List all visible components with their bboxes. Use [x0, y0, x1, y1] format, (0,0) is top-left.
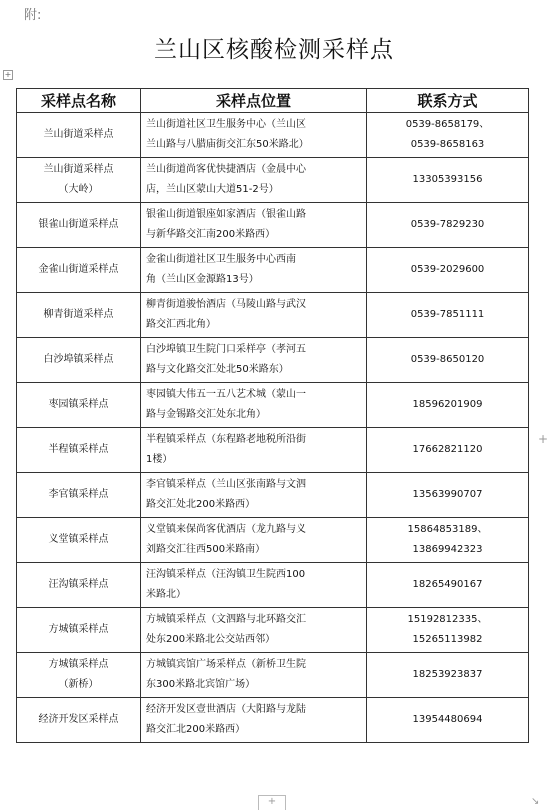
sampling-point-name-cell [17, 563, 141, 608]
sampling-point-phone-cell [367, 473, 529, 518]
table-header-row [17, 89, 529, 113]
sampling-point-location: 义堂镇来保尚客优酒店（龙九路与义 [146, 524, 306, 535]
sampling-points-table [16, 88, 529, 743]
sampling-point-location-cell [141, 518, 367, 563]
column-header-name: 采样点名称 [17, 89, 141, 113]
sampling-point-location-cell [141, 158, 367, 203]
table-row [17, 113, 529, 158]
sampling-point-location: 兰山街道社区卫生服务中心（兰山区 [146, 119, 306, 130]
sampling-point-phone-cell [367, 563, 529, 608]
table-row [17, 608, 529, 653]
sampling-point-name: （新桥） [58, 679, 99, 690]
table-row [17, 518, 529, 563]
sampling-point-phone-cell [367, 158, 529, 203]
sampling-point-name-cell [17, 653, 141, 698]
sampling-point-location-cell [141, 473, 367, 518]
sampling-point-phone-cell [367, 653, 529, 698]
sampling-point-location: 李官镇采样点（兰山区张南路与文泗 [146, 479, 306, 490]
table-row [17, 653, 529, 698]
sampling-point-location: 米路北） [146, 589, 186, 600]
sampling-point-location-cell [141, 653, 367, 698]
sampling-point-location-cell [141, 248, 367, 293]
sampling-point-name: 李官镇采样点 [48, 489, 109, 500]
sampling-point-location: 半程镇采样点（东程路老地税所沿街 [146, 434, 306, 445]
sampling-point-phone: 15265113982 [412, 634, 483, 645]
sampling-point-name-cell [17, 158, 141, 203]
sampling-point-phone-cell [367, 383, 529, 428]
sampling-point-location-cell [141, 608, 367, 653]
document-title: 兰山区核酸检测采样点 [154, 37, 394, 63]
table-row [17, 248, 529, 293]
table-row [17, 473, 529, 518]
table-row [17, 428, 529, 473]
sampling-point-location: 东300米路北宾馆广场） [146, 679, 256, 690]
sampling-point-name: 方城镇采样点 [48, 624, 109, 635]
sampling-point-phone: 0539-8658179、 [405, 119, 490, 130]
sampling-point-phone: 17662821120 [412, 444, 483, 455]
table-row [17, 383, 529, 428]
table-resize-handle-icon[interactable]: + [258, 795, 286, 810]
sampling-point-location: 银雀山街道银座如家酒店（银雀山路 [146, 209, 306, 220]
sampling-point-location: 处东200米路北公交站西邻） [146, 634, 276, 645]
sampling-point-location: 兰山路与八腊庙街交汇东50米路北） [146, 139, 309, 150]
sampling-point-name-cell [17, 428, 141, 473]
sampling-point-name-cell [17, 248, 141, 293]
sampling-point-name: 义堂镇采样点 [48, 534, 109, 545]
sampling-point-name-cell [17, 608, 141, 653]
sampling-point-name: （大岭） [58, 184, 99, 195]
sampling-point-phone-cell [367, 698, 529, 743]
sampling-point-phone: 13563990707 [412, 489, 483, 500]
attachment-label: 附: [24, 8, 42, 23]
paragraph-corner-mark-icon: ↘ [531, 796, 540, 807]
sampling-point-phone: 13869942323 [412, 544, 483, 555]
table-row [17, 158, 529, 203]
sampling-point-location: 兰山街道尚客优快捷酒店（金晨中心 [146, 164, 306, 175]
sampling-point-name-cell [17, 518, 141, 563]
sampling-point-phone: 0539-7829230 [410, 219, 485, 230]
sampling-point-location-cell [141, 563, 367, 608]
sampling-point-name: 半程镇采样点 [48, 444, 109, 455]
sampling-point-name: 枣园镇采样点 [48, 399, 109, 410]
sampling-point-location: 刘路交汇往西500米路南） [146, 544, 266, 555]
sampling-point-location: 1楼） [146, 454, 173, 465]
sampling-point-phone: 15192812335、 [407, 614, 488, 625]
sampling-point-location: 与新华路交汇南200米路西） [146, 229, 276, 240]
sampling-point-name-cell [17, 113, 141, 158]
table-move-handle-icon[interactable]: + [4, 70, 12, 79]
sampling-point-name: 经济开发区采样点 [38, 714, 119, 725]
sampling-point-phone: 13305393156 [412, 174, 483, 185]
sampling-point-phone: 18265490167 [412, 579, 483, 590]
sampling-point-location: 枣园镇大伟五一五八艺术城（蒙山一 [146, 389, 306, 400]
sampling-point-phone: 15864853189、 [407, 524, 488, 535]
sampling-point-phone: 0539-8650120 [410, 354, 485, 365]
sampling-point-location-cell [141, 428, 367, 473]
sampling-point-name-cell [17, 473, 141, 518]
sampling-point-location: 角（兰山区金源路13号） [146, 274, 259, 285]
sampling-point-location: 白沙埠镇卫生院门口采样亭（孝河五 [146, 344, 306, 355]
sampling-point-location: 路交汇处北200米路西） [146, 499, 256, 510]
sampling-point-name: 白沙埠镇采样点 [43, 354, 114, 365]
column-header-location: 采样点位置 [141, 89, 367, 113]
sampling-point-name: 方城镇采样点 [48, 659, 109, 670]
sampling-point-phone: 0539-8658163 [410, 139, 485, 150]
sampling-point-phone-cell [367, 113, 529, 158]
sampling-point-phone-cell [367, 293, 529, 338]
sampling-point-location: 路与文化路交汇处北50米路东） [146, 364, 289, 375]
sampling-point-location-cell [141, 698, 367, 743]
sampling-point-name: 柳青街道采样点 [43, 309, 114, 320]
sampling-point-location: 路交汇西北角） [146, 319, 216, 330]
sampling-point-location: 方城镇采样点（文泗路与北环路交汇 [146, 614, 306, 625]
table-row [17, 698, 529, 743]
sampling-point-name-cell [17, 203, 141, 248]
sampling-point-location-cell [141, 383, 367, 428]
sampling-point-phone-cell [367, 518, 529, 563]
column-header-contact: 联系方式 [367, 89, 529, 113]
sampling-point-location: 汪沟镇采样点（汪沟镇卫生院西100 [146, 569, 306, 580]
sampling-point-phone: 0539-2029600 [410, 264, 485, 275]
sampling-point-name-cell [17, 338, 141, 383]
sampling-point-phone: 18253923837 [412, 669, 483, 680]
sampling-point-location: 金雀山街道社区卫生服务中心西南 [146, 254, 296, 265]
sampling-point-phone-cell [367, 248, 529, 293]
sampling-point-location-cell [141, 113, 367, 158]
sampling-point-location-cell [141, 338, 367, 383]
sampling-point-location: 经济开发区壹世酒店（大阳路与龙陆 [146, 704, 306, 715]
sampling-point-phone: 18596201909 [412, 399, 483, 410]
sampling-point-location: 路与金锡路交汇处东北角） [146, 409, 266, 420]
sampling-point-phone-cell [367, 428, 529, 473]
sampling-point-location: 路交汇北200米路西） [146, 724, 246, 735]
table-row [17, 203, 529, 248]
sampling-point-name: 银雀山街道采样点 [38, 219, 119, 230]
sampling-point-location: 方城镇宾馆广场采样点（新桥卫生院 [146, 659, 306, 670]
table-row [17, 293, 529, 338]
sampling-point-name: 金雀山街道采样点 [38, 264, 119, 275]
sampling-point-name: 兰山街道采样点 [43, 129, 114, 140]
sampling-point-phone: 0539-7851111 [410, 309, 485, 320]
row-insert-marker-icon[interactable]: + [538, 432, 548, 446]
sampling-point-name-cell [17, 293, 141, 338]
sampling-point-location: 店，兰山区蒙山大道51-2号） [146, 184, 279, 195]
sampling-point-name-cell [17, 698, 141, 743]
sampling-point-name-cell [17, 383, 141, 428]
sampling-point-location-cell [141, 293, 367, 338]
table-row [17, 338, 529, 383]
sampling-point-location-cell [141, 203, 367, 248]
table-row [17, 563, 529, 608]
sampling-point-name: 汪沟镇采样点 [48, 579, 109, 590]
sampling-point-phone-cell [367, 203, 529, 248]
sampling-point-phone: 13954480694 [412, 714, 483, 725]
sampling-point-location: 柳青街道骏怡酒店（马陵山路与武汉 [146, 299, 306, 310]
sampling-point-phone-cell [367, 608, 529, 653]
sampling-point-phone-cell [367, 338, 529, 383]
sampling-point-name: 兰山街道采样点 [43, 164, 114, 175]
